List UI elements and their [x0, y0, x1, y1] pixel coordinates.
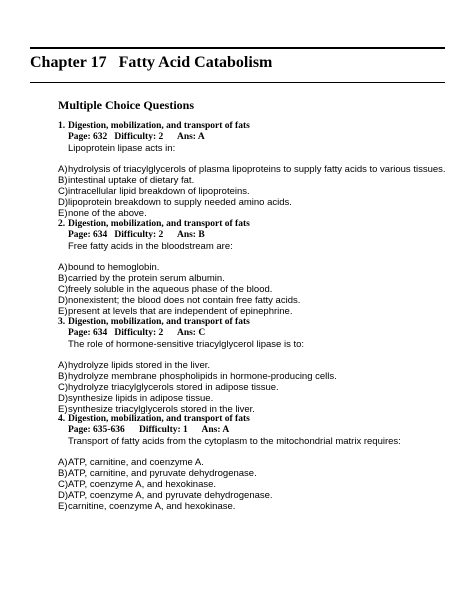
choice-letter: E) [58, 208, 68, 219]
question-text: Transport of fatty acids from the cytoplasm to the mitochondrial matrix requires: [68, 436, 401, 447]
choice-letter: C) [58, 186, 69, 197]
choice-d [58, 197, 458, 208]
choice-list [58, 457, 458, 512]
question-header [58, 317, 458, 328]
choice-a [58, 262, 458, 273]
question-2 [58, 219, 458, 317]
question-header [58, 414, 458, 425]
choice-e [58, 501, 458, 512]
chapter-title: Chapter 17 Fatty Acid Catabolism [30, 54, 273, 71]
section-heading: Multiple Choice Questions [58, 98, 195, 112]
choice-a [58, 457, 458, 468]
question-meta: Page: 634 Difficulty: 2 Ans: B [68, 230, 205, 240]
choice-text: none of the above. [68, 208, 147, 219]
choice-text: bound to hemoglobin. [68, 262, 160, 273]
choice-letter: C) [58, 382, 69, 393]
choice-text: intracellular lipid breakdown of lipoproteins. [68, 186, 250, 197]
choice-b [58, 468, 458, 479]
choice-text: hydrolyze membrane phospholipids in hormone-producing cells. [68, 371, 337, 382]
question-number: 3. [58, 317, 66, 327]
choice-a [58, 360, 458, 371]
choice-e [58, 306, 458, 317]
choice-text: carnitine, coenzyme A, and hexokinase. [68, 501, 236, 512]
question-meta: Page: 634 Difficulty: 2 Ans: C [68, 328, 206, 338]
question-text: Lipoprotein lipase acts in: [68, 143, 176, 154]
choice-letter: A) [58, 360, 68, 371]
choice-letter: B) [58, 468, 68, 479]
choice-list [58, 164, 458, 219]
choice-b [58, 371, 458, 382]
choice-letter: A) [58, 457, 68, 468]
question-header [58, 219, 458, 230]
choice-a [58, 164, 458, 175]
question-1 [58, 121, 458, 219]
choice-letter: A) [58, 262, 68, 273]
choice-text: carried by the protein serum albumin. [68, 273, 225, 284]
choice-text: synthesize lipids in adipose tissue. [68, 393, 214, 404]
choice-text: lipoprotein breakdown to supply needed amino acids. [68, 197, 292, 208]
question-3 [58, 317, 458, 415]
choice-e [58, 208, 458, 219]
choice-letter: E) [58, 404, 68, 415]
choice-text: hydrolysis of triacylglycerols of plasma lipoproteins to supply fatty acids to various tissues. [68, 164, 446, 175]
question-header [58, 121, 458, 132]
choice-d [58, 295, 458, 306]
choice-text: ATP, coenzyme A, and pyruvate dehydrogenase. [68, 490, 273, 501]
choice-list [58, 262, 458, 317]
header-rule-bottom [30, 82, 445, 83]
question-number: 4. [58, 414, 66, 424]
header-rule-top [30, 47, 445, 49]
question-text: Free fatty acids in the bloodstream are: [68, 241, 233, 252]
choice-text: ATP, carnitine, and pyruvate dehydrogenase. [68, 468, 257, 479]
question-text: The role of hormone-sensitive triacylglycerol lipase is to: [68, 339, 305, 350]
choice-letter: E) [58, 306, 68, 317]
question-meta: Page: 635-636 Difficulty: 1 Ans: A [68, 425, 230, 435]
choice-c [58, 382, 458, 393]
choice-d [58, 490, 458, 501]
choice-text: hydrolyze triacylglycerols stored in adipose tissue. [68, 382, 279, 393]
question-topic: Digestion, mobilization, and transport of fats [68, 414, 250, 424]
choice-letter: B) [58, 371, 68, 382]
choice-letter: A) [58, 164, 68, 175]
choice-letter: B) [58, 273, 68, 284]
choice-text: hydrolyze lipids stored in the liver. [68, 360, 211, 371]
question-topic: Digestion, mobilization, and transport of fats [68, 317, 250, 327]
choice-b [58, 175, 458, 186]
choice-letter: E) [58, 501, 68, 512]
choice-text: ATP, carnitine, and coenzyme A. [68, 457, 204, 468]
choice-d [58, 393, 458, 404]
choice-letter: D) [58, 490, 69, 501]
choice-text: nonexistent; the blood does not contain free fatty acids. [68, 295, 301, 306]
question-meta: Page: 632 Difficulty: 2 Ans: A [68, 132, 205, 142]
question-number: 2. [58, 219, 66, 229]
choice-letter: D) [58, 295, 69, 306]
choice-letter: D) [58, 393, 69, 404]
question-topic: Digestion, mobilization, and transport of fats [68, 121, 250, 131]
choice-c [58, 479, 458, 490]
choice-c [58, 284, 458, 295]
choice-letter: C) [58, 479, 69, 490]
choice-b [58, 273, 458, 284]
question-number: 1. [58, 121, 66, 131]
choice-letter: D) [58, 197, 69, 208]
choice-text: intestinal uptake of dietary fat. [68, 175, 195, 186]
question-topic: Digestion, mobilization, and transport of fats [68, 219, 250, 229]
choice-letter: B) [58, 175, 68, 186]
choice-letter: C) [58, 284, 69, 295]
choice-c [58, 186, 458, 197]
choice-text: present at levels that are independent of epinephrine. [68, 306, 293, 317]
choice-list [58, 360, 458, 415]
choice-text: freely soluble in the aqueous phase of the blood. [68, 284, 273, 295]
question-4 [58, 414, 458, 512]
choice-text: ATP, coenzyme A, and hexokinase. [68, 479, 217, 490]
choice-text: synthesize triacylglycerols stored in the liver. [68, 404, 255, 415]
